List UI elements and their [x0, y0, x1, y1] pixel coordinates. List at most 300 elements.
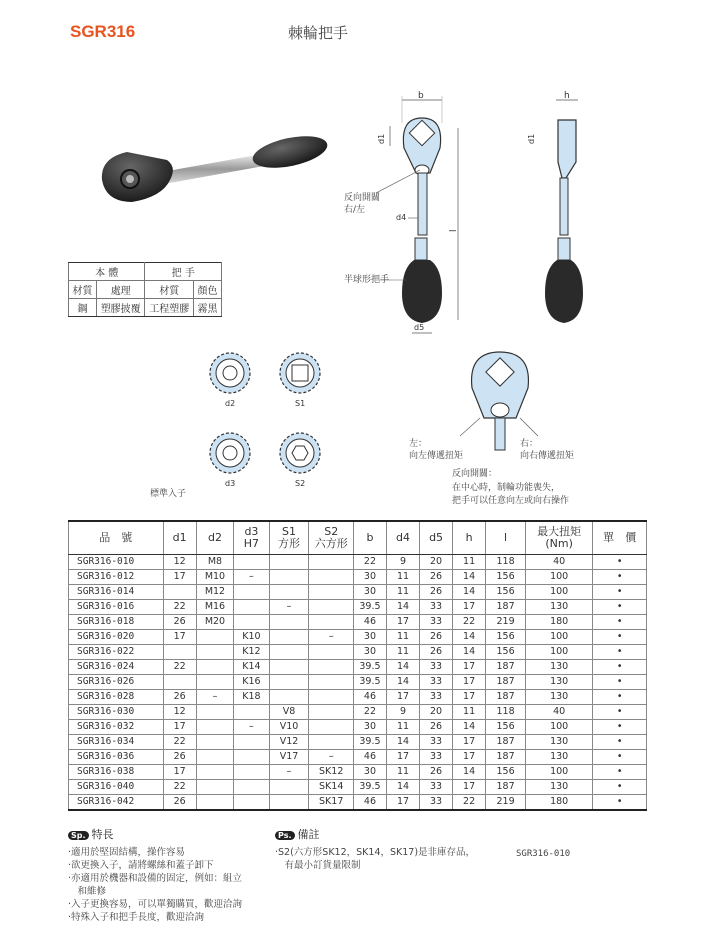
material-group-handle: 把 手	[145, 263, 222, 281]
table-cell: 118	[486, 555, 526, 570]
table-cell: 156	[486, 570, 526, 585]
table-cell: •	[593, 690, 647, 705]
table-cell	[196, 660, 234, 675]
table-cell: 33	[420, 660, 453, 675]
features-badge: Sp.	[68, 831, 89, 840]
table-cell: •	[593, 795, 647, 811]
table-cell	[234, 615, 269, 630]
part-number: SGR316-034	[69, 735, 164, 750]
dim-d1-side: d1	[527, 133, 536, 144]
table-cell: 11	[386, 570, 419, 585]
table-cell	[269, 780, 309, 795]
table-cell: 17	[453, 780, 486, 795]
table-cell: 14	[453, 720, 486, 735]
column-header: d3 H7	[234, 521, 269, 555]
label-standard-insert: 標準入子	[150, 489, 187, 499]
part-number: SGR316-014	[69, 585, 164, 600]
table-cell: 26	[420, 645, 453, 660]
table-cell	[234, 750, 269, 765]
table-cell	[196, 735, 234, 750]
table-cell: 20	[420, 705, 453, 720]
table-cell: 130	[526, 600, 593, 615]
material-col: 處理	[96, 281, 145, 299]
table-cell: –	[234, 570, 269, 585]
table-cell: M8	[196, 555, 234, 570]
table-cell: 17	[453, 660, 486, 675]
table-cell: 14	[453, 645, 486, 660]
dim-S1: S1	[295, 399, 306, 408]
table-cell	[309, 645, 353, 660]
table-cell	[196, 705, 234, 720]
table-cell: •	[593, 720, 647, 735]
table-cell	[234, 705, 269, 720]
table-cell	[234, 735, 269, 750]
table-cell: 11	[386, 720, 419, 735]
table-cell	[196, 780, 234, 795]
table-cell	[234, 795, 269, 811]
table-cell: 22	[453, 615, 486, 630]
table-cell: 14	[453, 765, 486, 780]
part-number: SGR316-032	[69, 720, 164, 735]
table-cell: 156	[486, 720, 526, 735]
table-cell: 39.5	[353, 780, 386, 795]
table-cell	[196, 675, 234, 690]
list-item: 有最小訂貨量限制	[275, 860, 361, 871]
part-number: SGR316-012	[69, 570, 164, 585]
table-cell: K14	[234, 660, 269, 675]
table-cell: 22	[453, 795, 486, 811]
table-cell: 17	[453, 690, 486, 705]
table-cell: 14	[386, 660, 419, 675]
table-cell	[163, 585, 196, 600]
table-cell	[309, 735, 353, 750]
column-header: d4	[386, 521, 419, 555]
table-cell: •	[593, 780, 647, 795]
column-header: l	[486, 521, 526, 555]
table-cell: 39.5	[353, 735, 386, 750]
table-cell	[163, 645, 196, 660]
part-number: SGR316-022	[69, 645, 164, 660]
label-right-desc: 向右傳遞扭矩	[520, 451, 575, 461]
table-cell	[309, 585, 353, 600]
table-cell: V8	[269, 705, 309, 720]
list-item: ‧欲更換入子，請將螺絲和蓋子卸下	[68, 860, 214, 871]
table-cell: 46	[353, 795, 386, 811]
product-code: SGR316	[70, 22, 136, 41]
table-cell	[269, 555, 309, 570]
table-cell: M10	[196, 570, 234, 585]
table-cell: 9	[386, 705, 419, 720]
table-cell: K18	[234, 690, 269, 705]
table-cell: 14	[453, 630, 486, 645]
table-cell: SK17	[309, 795, 353, 811]
part-number: SGR316-016	[69, 600, 164, 615]
table-cell: 17	[163, 720, 196, 735]
material-group-body: 本 體	[69, 263, 145, 281]
table-cell	[269, 585, 309, 600]
table-cell: 33	[420, 780, 453, 795]
table-cell: 17	[163, 570, 196, 585]
table-cell: 12	[163, 705, 196, 720]
table-cell: 39.5	[353, 675, 386, 690]
table-cell: K10	[234, 630, 269, 645]
table-cell	[309, 675, 353, 690]
table-cell	[269, 615, 309, 630]
table-cell	[196, 630, 234, 645]
table-cell: –	[269, 600, 309, 615]
table-cell: 22	[353, 705, 386, 720]
table-cell: 20	[420, 555, 453, 570]
table-cell: –	[309, 630, 353, 645]
table-cell: 40	[526, 705, 593, 720]
column-header: b	[353, 521, 386, 555]
table-cell: –	[309, 750, 353, 765]
material-col: 顏色	[194, 281, 222, 299]
table-cell: 30	[353, 585, 386, 600]
table-cell	[309, 720, 353, 735]
list-item: ‧適用於堅固結構，操作容易	[68, 847, 186, 858]
table-cell: SK14	[309, 780, 353, 795]
table-cell: V12	[269, 735, 309, 750]
table-cell	[309, 690, 353, 705]
table-cell: 187	[486, 780, 526, 795]
table-cell: V10	[269, 720, 309, 735]
features-title: 特長	[91, 828, 114, 841]
label-left: 左：	[409, 439, 428, 449]
column-header: d1	[163, 521, 196, 555]
page-title: 棘輪把手	[288, 24, 349, 42]
table-cell: 30	[353, 720, 386, 735]
table-row	[69, 600, 647, 615]
table-cell: •	[593, 645, 647, 660]
part-number: SGR316-028	[69, 690, 164, 705]
table-cell: 26	[420, 720, 453, 735]
table-cell	[309, 600, 353, 615]
table-cell: 180	[526, 795, 593, 811]
label-left-desc: 向左傳遞扭矩	[409, 451, 464, 461]
table-row	[69, 585, 647, 600]
part-number: SGR316-042	[69, 795, 164, 811]
label-reverse-switch: 反向開關	[344, 193, 381, 203]
table-cell	[309, 660, 353, 675]
table-cell: 219	[486, 615, 526, 630]
table-cell: •	[593, 555, 647, 570]
table-cell: 130	[526, 780, 593, 795]
label-right: 右：	[520, 439, 539, 449]
table-row	[69, 555, 647, 570]
table-row	[69, 795, 647, 811]
table-cell: 39.5	[353, 660, 386, 675]
table-cell: 14	[386, 600, 419, 615]
table-row	[69, 660, 647, 675]
table-cell: •	[593, 570, 647, 585]
table-cell: 26	[420, 585, 453, 600]
column-header: 最大扭矩 (Nm)	[526, 521, 593, 555]
table-cell: 33	[420, 690, 453, 705]
label-switch-line2: 把手可以任意向左或向右操作	[452, 496, 570, 506]
table-row	[69, 720, 647, 735]
table-cell: 33	[420, 795, 453, 811]
table-cell: 46	[353, 615, 386, 630]
table-cell: 17	[386, 690, 419, 705]
table-cell: 17	[386, 750, 419, 765]
table-cell: 17	[386, 795, 419, 811]
table-cell: 156	[486, 645, 526, 660]
list-item: ‧亦適用於機器和設備的固定，例如：組立	[68, 873, 243, 884]
table-cell: 26	[163, 615, 196, 630]
material-col: 材質	[69, 281, 97, 299]
table-cell: 14	[386, 780, 419, 795]
table-cell: 17	[453, 750, 486, 765]
material-cell: 鋼	[69, 299, 97, 317]
column-header: S1 方形	[269, 521, 309, 555]
material-col: 材質	[145, 281, 194, 299]
table-cell: 130	[526, 750, 593, 765]
part-number: SGR316-026	[69, 675, 164, 690]
dim-S2: S2	[295, 479, 306, 488]
table-cell: 33	[420, 615, 453, 630]
table-cell: 17	[453, 675, 486, 690]
table-cell	[269, 690, 309, 705]
table-cell	[163, 675, 196, 690]
table-cell: K16	[234, 675, 269, 690]
table-cell: 100	[526, 765, 593, 780]
dim-d5: d5	[414, 323, 425, 332]
table-cell: 30	[353, 765, 386, 780]
table-cell: 14	[386, 735, 419, 750]
table-cell: 14	[386, 675, 419, 690]
features-section	[68, 826, 242, 924]
part-number: SGR316-020	[69, 630, 164, 645]
table-cell: 17	[386, 615, 419, 630]
table-cell: 187	[486, 690, 526, 705]
table-cell	[196, 795, 234, 811]
part-number: SGR316-010	[69, 555, 164, 570]
table-cell	[196, 750, 234, 765]
table-cell: –	[196, 690, 234, 705]
table-cell: 11	[453, 705, 486, 720]
label-switch-line1: 在中心時，制輪功能喪失，	[452, 483, 561, 493]
table-cell: M16	[196, 600, 234, 615]
materials-table	[68, 262, 222, 317]
table-cell: 156	[486, 585, 526, 600]
table-cell: 33	[420, 735, 453, 750]
table-cell: –	[234, 720, 269, 735]
table-cell: 46	[353, 750, 386, 765]
remarks-title: 備註	[297, 828, 320, 841]
table-cell: 187	[486, 735, 526, 750]
table-cell	[309, 570, 353, 585]
table-cell: 187	[486, 660, 526, 675]
table-cell: 26	[163, 795, 196, 811]
table-cell: 22	[163, 600, 196, 615]
material-cell: 塑膠披覆	[96, 299, 145, 317]
table-cell: 39.5	[353, 600, 386, 615]
table-row	[69, 705, 647, 720]
table-cell	[196, 720, 234, 735]
table-cell	[309, 705, 353, 720]
table-cell: K12	[234, 645, 269, 660]
table-cell: •	[593, 600, 647, 615]
table-cell: –	[269, 765, 309, 780]
table-cell	[269, 675, 309, 690]
table-cell: •	[593, 675, 647, 690]
table-cell: 22	[163, 780, 196, 795]
table-cell: 30	[353, 630, 386, 645]
table-cell	[234, 600, 269, 615]
part-number: SGR316-024	[69, 660, 164, 675]
table-cell	[269, 645, 309, 660]
product-photo	[92, 122, 332, 214]
table-row	[69, 630, 647, 645]
table-cell: SK12	[309, 765, 353, 780]
table-cell: 100	[526, 585, 593, 600]
table-cell: 100	[526, 720, 593, 735]
table-cell: 26	[420, 630, 453, 645]
table-cell: 30	[353, 645, 386, 660]
dim-d1: d1	[377, 133, 386, 144]
table-cell: 118	[486, 705, 526, 720]
column-header: 單 價	[593, 521, 647, 555]
table-cell	[234, 780, 269, 795]
table-cell: 26	[420, 765, 453, 780]
dim-d2: d2	[225, 399, 236, 408]
table-cell: •	[593, 660, 647, 675]
table-cell	[234, 585, 269, 600]
table-cell: 17	[453, 600, 486, 615]
table-cell: 22	[353, 555, 386, 570]
table-cell: 100	[526, 645, 593, 660]
label-switch-title: 反向開關：	[452, 469, 498, 479]
table-cell	[196, 765, 234, 780]
table-cell: 22	[163, 660, 196, 675]
part-number: SGR316-038	[69, 765, 164, 780]
table-cell: 180	[526, 615, 593, 630]
table-cell: 156	[486, 630, 526, 645]
table-cell: 26	[163, 690, 196, 705]
list-item: ‧入子更換容易，可以單獨購買，歡迎洽詢	[68, 899, 243, 910]
part-number: SGR316-040	[69, 780, 164, 795]
order-example: SGR316-010	[516, 849, 571, 859]
table-cell: 17	[453, 735, 486, 750]
table-cell: 17	[163, 630, 196, 645]
dim-b: b	[418, 91, 424, 101]
table-cell: 33	[420, 675, 453, 690]
table-cell: •	[593, 585, 647, 600]
column-header: d2	[196, 521, 234, 555]
column-header: h	[453, 521, 486, 555]
table-row	[69, 765, 647, 780]
table-row	[69, 690, 647, 705]
table-cell: 40	[526, 555, 593, 570]
table-cell	[196, 645, 234, 660]
material-cell: 工程塑膠	[145, 299, 194, 317]
table-cell: 130	[526, 660, 593, 675]
table-cell: 11	[386, 585, 419, 600]
table-cell: 26	[420, 570, 453, 585]
table-row	[69, 750, 647, 765]
table-row	[69, 645, 647, 660]
table-cell: M12	[196, 585, 234, 600]
table-cell: •	[593, 615, 647, 630]
table-cell: 22	[163, 735, 196, 750]
table-cell: 130	[526, 675, 593, 690]
table-cell: 100	[526, 570, 593, 585]
label-knob: 半球形把手	[344, 275, 390, 285]
table-cell: 33	[420, 600, 453, 615]
table-cell: 187	[486, 750, 526, 765]
table-cell: •	[593, 735, 647, 750]
table-cell: •	[593, 765, 647, 780]
list-item: ‧S2(六方形SK12，SK14，SK17)是非庫存品，	[275, 847, 476, 858]
table-cell: 11	[386, 765, 419, 780]
table-cell: 100	[526, 630, 593, 645]
table-cell: 14	[453, 585, 486, 600]
label-right-left: 右/左	[344, 205, 366, 215]
table-cell	[309, 555, 353, 570]
table-row	[69, 615, 647, 630]
table-cell: 17	[163, 765, 196, 780]
table-cell: 9	[386, 555, 419, 570]
remarks-section	[275, 826, 475, 872]
table-row	[69, 780, 647, 795]
table-cell	[269, 795, 309, 811]
dim-d4: d4	[396, 213, 407, 222]
table-cell	[269, 630, 309, 645]
column-header: d5	[420, 521, 453, 555]
table-cell: 33	[420, 750, 453, 765]
table-cell: 26	[163, 750, 196, 765]
table-cell: 130	[526, 735, 593, 750]
table-cell: 187	[486, 600, 526, 615]
part-number: SGR316-030	[69, 705, 164, 720]
table-cell	[269, 570, 309, 585]
column-header: 品 號	[69, 521, 164, 555]
table-cell: 187	[486, 675, 526, 690]
dim-d3: d3	[225, 479, 236, 488]
insert-diagrams	[200, 345, 340, 500]
table-cell	[234, 765, 269, 780]
list-item: ‧特殊入子和把手長度，歡迎洽詢	[68, 912, 205, 923]
table-cell: •	[593, 630, 647, 645]
table-cell: M20	[196, 615, 234, 630]
spec-table	[68, 520, 647, 811]
table-cell: 11	[386, 645, 419, 660]
table-cell: 30	[353, 570, 386, 585]
side-view-drawing	[520, 88, 600, 340]
table-cell: 46	[353, 690, 386, 705]
remarks-badge: Ps.	[275, 831, 295, 840]
table-row	[69, 675, 647, 690]
table-cell: 12	[163, 555, 196, 570]
material-cell: 霧黑	[194, 299, 222, 317]
table-cell: 11	[453, 555, 486, 570]
table-cell: 156	[486, 765, 526, 780]
dim-h: h	[564, 91, 570, 101]
table-cell	[269, 660, 309, 675]
table-cell	[234, 555, 269, 570]
table-row	[69, 735, 647, 750]
table-cell: 14	[453, 570, 486, 585]
table-cell: 219	[486, 795, 526, 811]
dim-l: l	[449, 229, 459, 232]
list-item: 和維修	[68, 886, 107, 897]
table-cell: •	[593, 750, 647, 765]
table-cell: 11	[386, 630, 419, 645]
part-number: SGR316-018	[69, 615, 164, 630]
table-cell: V17	[269, 750, 309, 765]
table-row	[69, 570, 647, 585]
